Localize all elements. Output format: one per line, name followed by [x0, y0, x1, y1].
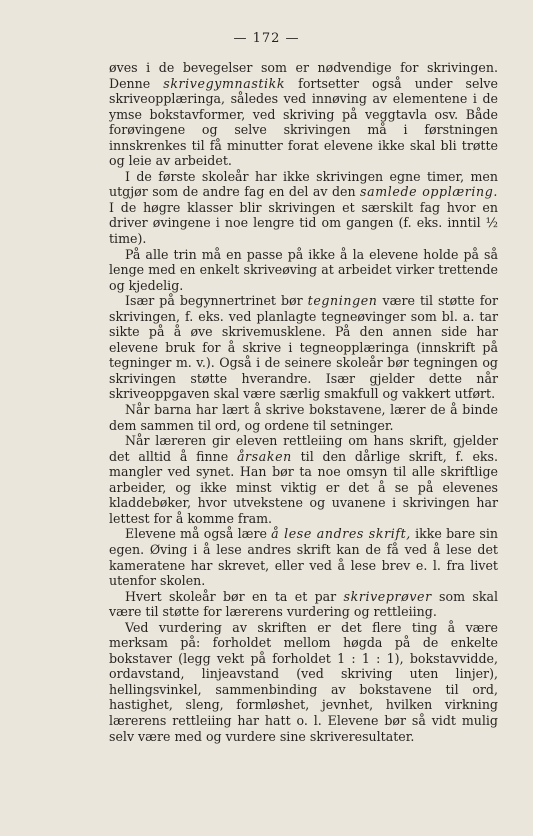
text-run: På alle trin må en passe på ikke å la elevene holde på så lenge med en enkelt skriveøving at arbeidet virker trettende og kjedelig.	[109, 246, 498, 293]
paragraph	[109, 526, 498, 588]
text-run: I de høgre klasser blir skrivingen et særskilt fag hvor en driver øvingene i noe lengre tid om gangen (f. eks. inntil ½ time).	[109, 199, 498, 247]
paragraph	[109, 60, 498, 169]
paragraph	[109, 620, 498, 744]
emphasized-text: skrivegymnastikk	[163, 75, 286, 91]
body-text	[109, 60, 498, 744]
text-run: Især på begynnertrinet bør	[125, 293, 308, 309]
text-run: Hvert skoleår bør en ta et par	[125, 588, 344, 604]
text-run: fortsetter også under selve skriveopplæringa, således ved innøving av elementene i de ymse bokstavformer, ved skriving på veggtavla osv. Både forøvingene og selve skrivingen må i førstningen innskrenkes til få minutter forat elevene ikke skal bli trøtte og leie av arbeidet.	[109, 75, 498, 169]
text-run: Når barna har lært å skrive bokstavene, lærer de å binde dem sammen til ord, og ordene til setninger.	[109, 402, 498, 433]
paragraph	[109, 293, 498, 402]
text-run: I de første skoleår har ikke skrivingen egne timer, men utgjør som de andre fag en del av den	[109, 168, 498, 200]
paragraph	[109, 169, 498, 247]
emphasized-text: samlede opplæring.	[360, 184, 498, 200]
emphasized-text: skriveprøver	[343, 588, 432, 604]
text-run: til den dårlige skrift, f. eks. mangler ved synet. Han bør ta noe omsyn til alle skriftlige arbeider, og ikke minst viktig er det å se på elevenes kladdebøker, hvor utvekstene og uvanene i skrivingen har lettest for å komme fram.	[109, 448, 498, 526]
text-run: ikke bare sin egen. Øving i å lese andres skrift kan de få ved å lese det kameratene har skrevet, eller ved å lese brev e. l. fra livet utenfor skolen.	[109, 526, 498, 589]
paragraph	[109, 247, 498, 294]
paragraph	[109, 589, 498, 620]
paragraph	[109, 402, 498, 433]
emphasized-text: å lese andres skrift,	[271, 526, 411, 542]
text-run: øves i de bevegelser som er nødvendige for skrivingen. Denne	[109, 60, 498, 91]
paragraph	[109, 433, 498, 526]
emphasized-text: tegningen	[307, 293, 378, 309]
text-run: være til støtte for skrivingen, f. eks. ved planlagte tegneøvinger som bl. a. tar sikte på å øve skrivemusklene. På den annen side har elevene bruk for å skrive i tegneopplæringa (innskrift på tegninger m. v.). Også i de seinere skoleår bør tegningen og skrivingen støtte hverandre. Især gjelder dette når skriveoppgaven skal være særlig smakfull og vakkert utført.	[109, 293, 498, 402]
text-run: Ved vurdering av skriften er det flere ting å være merksam på: forholdet mellom høgda på de enkelte bokstaver (legg vekt på forholdet 1 : 1 : 1), bokstavvidde, ordavstand, linjeavstand (ved skriving uten linjer), hellingsvinkel, sammenbinding av bokstavene til ord, hastighet, sleng, formløshet, jevnhet, hvilken virkning lærerens rettleiing har hatt o. l. Elevene bør så vidt mulig selv være med og vurdere sine skriveresultater.	[109, 619, 498, 744]
emphasized-text: årsaken	[236, 448, 292, 464]
text-run: Når læreren gir eleven rettleiing om hans skrift, gjelder det alltid å finne	[109, 433, 498, 464]
page-number: — 172 —	[233, 31, 300, 46]
text-run: som skal være til støtte for lærerens vurdering og rettleiing.	[109, 588, 498, 620]
text-run: Elevene må også lære	[125, 526, 272, 542]
